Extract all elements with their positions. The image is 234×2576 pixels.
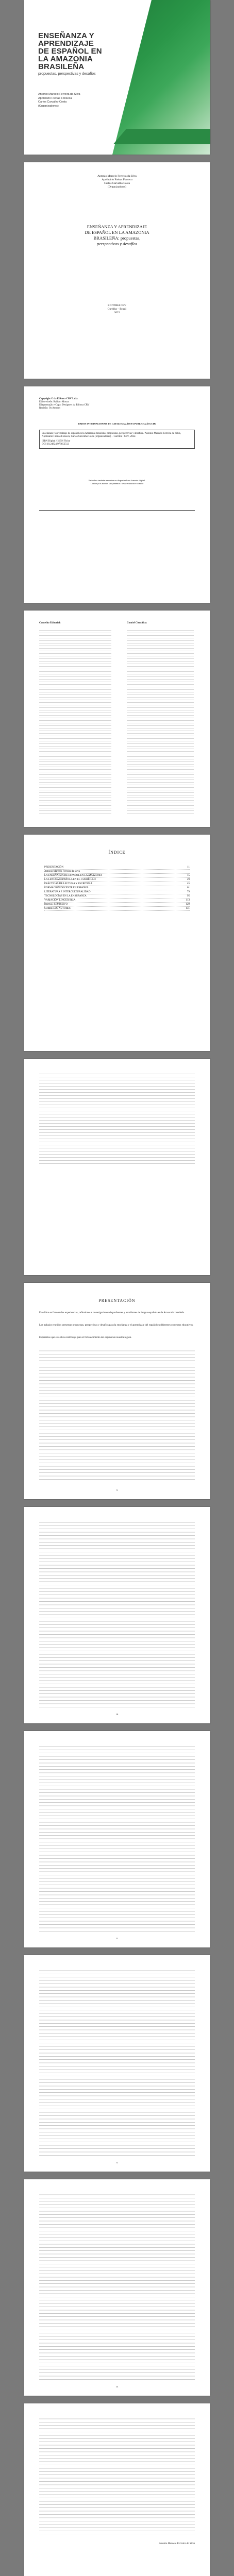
author-name: Antonio Marcelo Ferreira da Silva	[97, 175, 137, 178]
cover-subtitle: propuestas, perspectivas y desafíos	[38, 72, 96, 76]
text-page	[24, 1731, 210, 1947]
page-body	[39, 1743, 195, 1934]
paragraph: Este libro es fruto de las experiencias, reflexiones e investigaciones de profesores y estudiantes de lengua española en la Amazonia brasileña.	[39, 1312, 185, 1314]
page-number: 9	[116, 1489, 118, 1492]
author-name: Antonio Marcelo Ferreira da Silva	[38, 93, 80, 96]
page-number: 11	[115, 1937, 119, 1940]
title-page-title	[24, 224, 210, 247]
author-name: Apolinário Freitas Fonseca	[102, 178, 132, 181]
title-line: ENSEÑANZA Y APRENDIZAJE	[87, 224, 147, 229]
index-heading: ÍNDICE	[108, 850, 126, 855]
index-list	[44, 866, 190, 911]
page-body	[39, 1968, 195, 2158]
cover-page	[24, 0, 210, 155]
cip-body: Enseñanza y aprendizaje de español en la Amazonia brasileña: propuestas, perspectivas y desafíos / Antonio Marcelo Ferreira da Silva, Apolinário Freitas Fonseca, Carlos Carvalho Costa (organizadores) – Curitiba : CRV, 2022.	[42, 432, 181, 438]
editorial-council-list	[39, 628, 111, 814]
index-page	[24, 835, 210, 1051]
publisher-place: Curitiba – Brasil	[107, 308, 127, 311]
organizers-label: (Organizadores)	[108, 185, 126, 189]
notice-line: Conheça os nossos lançamentos: www.editoracrv.com.br	[90, 482, 144, 485]
title-line: perspectivas y desafíos	[96, 241, 138, 246]
page-body	[39, 2416, 195, 2534]
index-entry[interactable]: LA ENSEÑANZA DE ESPAÑOL EN LA AMAZONIA 15	[44, 874, 190, 877]
councils-page	[24, 611, 210, 827]
cover-title	[38, 32, 115, 71]
catalog-notice	[24, 479, 210, 485]
author-name: Carlos Carvalho Costa	[38, 100, 67, 104]
isbn-line: ISBN Digital / ISBN Físico	[42, 440, 71, 443]
catalog-page	[24, 386, 210, 603]
publication-year: 2022	[114, 311, 120, 314]
scientific-committee-list	[127, 628, 194, 814]
presentation-heading: PRESENTACIÓN	[98, 1298, 136, 1303]
cover-title-line: ENSEÑANZA Y	[38, 31, 94, 40]
cover-title-line: APRENDIZAJE	[38, 39, 94, 48]
title-line: BRASILEÑA: propuestas,	[93, 235, 141, 241]
credit-line: Editor-chefe: Railson Moura	[39, 401, 69, 403]
doi-line: DOI 10.24824/978652512	[42, 443, 69, 446]
organizers-label: (Organizadores)	[38, 104, 59, 108]
scientific-committee-title: Comitê Científico:	[127, 622, 147, 624]
signature: Antonio Marcelo Ferreira da Silva	[159, 2543, 195, 2545]
credit-line: Revisão: Os Autores	[39, 407, 61, 410]
cover-authors	[38, 93, 80, 108]
index-entry[interactable]: LITERATURA E INTERCULTURALIDAD 79	[44, 891, 190, 893]
presentation-page	[24, 1283, 210, 1499]
index-entry[interactable]: ÍNDICE REMISSIVO 129	[44, 903, 190, 906]
index-entry[interactable]: FORMACIÓN DOCENTE EN ESPAÑOL 61	[44, 887, 190, 889]
index-entry[interactable]: VARIACIÓN LINGÜÍSTICA 113	[44, 899, 190, 902]
page-number: 13	[115, 2385, 119, 2388]
text-page	[24, 1955, 210, 2172]
text-page	[24, 2403, 210, 2576]
author-name: Carlos Carvalho Costa	[104, 182, 130, 185]
presentation-body	[39, 1348, 195, 1482]
notice-line: Esta obra também encontra-se disponível em formato digital.	[89, 479, 145, 482]
index-entry[interactable]: PRESENTACIÓN 11	[44, 866, 190, 869]
index-entry[interactable]: TECNOLOGÍAS EN LA ENSEÑANZA 95	[44, 895, 190, 897]
paragraph: Los trabajos reunidos presentan propuestas, perspectivas y desafíos para la enseñanza y el aprendizaje del español en diferentes contextos educativos.	[39, 1324, 194, 1327]
copyright-line: Copyright © da Editora CRV Ltda.	[39, 398, 78, 400]
title-line: DE ESPAÑOL EN LA AMAZONIA	[85, 230, 149, 235]
text-page	[24, 1507, 210, 1723]
cover-title-line: LA AMAZONIA	[38, 55, 93, 63]
text-page	[24, 2179, 210, 2396]
cip-box	[39, 430, 195, 449]
title-page	[24, 162, 210, 379]
index-entry[interactable]: PRÁCTICAS DE LECTURA Y ESCRITURA 45	[44, 883, 190, 885]
index-entry[interactable]: Antonio Marcelo Ferreira da Silva	[44, 870, 190, 874]
paragraph: Esperamos que esta obra contribuya para el fortalecimiento del español en nuestra región.	[39, 1336, 132, 1339]
index-entry[interactable]: LA LENGUA ESPAÑOLA EN EL CURRÍCULO 29	[44, 878, 190, 881]
page-number: 10	[115, 1713, 119, 1716]
catalog-credits	[39, 398, 195, 410]
publisher-name: EDITORA CRV	[108, 304, 126, 307]
title-page-authors	[24, 175, 210, 189]
cover-title-line: BRASILEÑA	[38, 62, 85, 71]
cover-title-line: DE ESPAÑOL EN	[38, 47, 102, 56]
index-entry[interactable]: SOBRE LOS AUTORES 131	[44, 907, 190, 910]
title-page-imprint	[24, 304, 210, 315]
index-continued-text	[39, 1071, 195, 1164]
cip-title: DADOS INTERNACIONAIS DE CATALOGAÇÃO NA PUBLICAÇÃO (CIP)	[78, 422, 156, 425]
index-continued-page	[24, 1059, 210, 1275]
page-number: 12	[115, 2161, 119, 2164]
page-body	[39, 2192, 195, 2382]
divider	[39, 510, 195, 511]
editorial-council-title: Conselho Editorial:	[39, 622, 61, 624]
credit-line: Diagramação e Capa: Designers da Editora CRV	[39, 404, 90, 406]
page-body	[39, 1519, 195, 1710]
author-name: Apolinário Freitas Fonseca	[38, 96, 72, 100]
